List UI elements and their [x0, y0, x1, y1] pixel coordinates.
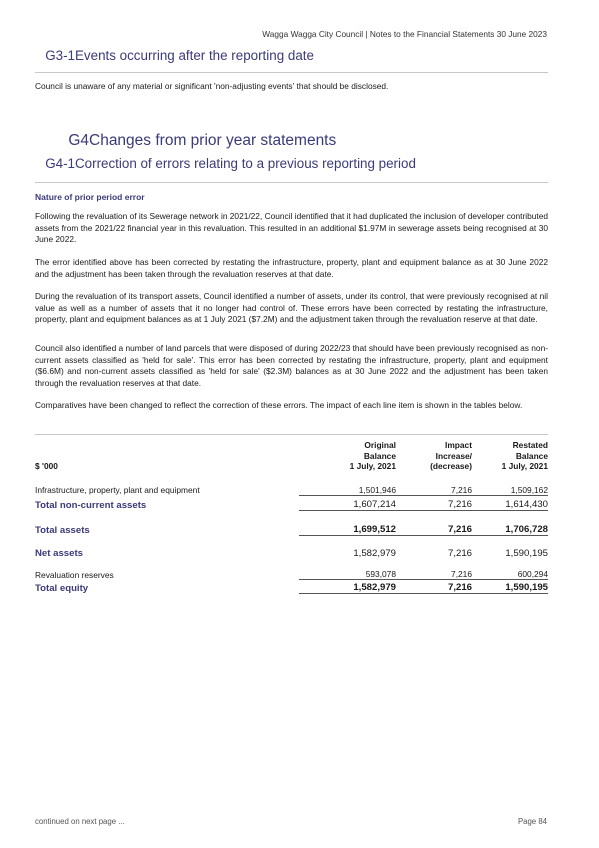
cell: 600,294	[517, 569, 548, 580]
divider	[35, 182, 548, 183]
page-number: Page 84	[517, 817, 547, 826]
section-title: Correction of errors relating to a previous reporting period	[75, 156, 416, 171]
continued-note: continued on next page ...	[35, 817, 125, 826]
cell: 1,706,728	[472, 511, 548, 536]
row-label: Total equity	[35, 582, 89, 594]
row-label: Infrastructure, property, plant and equipment	[35, 484, 200, 495]
paragraph: Following the revaluation of its Sewerage network in 2021/22, Council identified that it had duplicated the inclusion of developer contributed assets from the 2021/22 financial year in this revaluation. This resulted in an additional $1.97M in sewerage assets being recognised at 30 June 2022.	[35, 211, 548, 245]
table-top-rule	[35, 434, 548, 435]
cell: 1,607,214	[299, 496, 396, 511]
section-g4-heading	[35, 132, 336, 150]
correction-table	[35, 440, 548, 594]
row-label: Total assets	[35, 524, 90, 536]
section-title: Changes from prior year statements	[89, 132, 337, 149]
cell: 7,216	[396, 580, 472, 594]
row-label: Revaluation reserves	[35, 569, 114, 580]
section-number: G4	[68, 132, 89, 149]
table-row	[35, 559, 548, 580]
cell: 1,590,195	[472, 580, 548, 594]
cell: 1,699,512	[299, 511, 396, 536]
cell: 7,216	[396, 511, 472, 536]
col-header-impact: Impact Increase/ (decrease)	[430, 440, 472, 472]
section-number: G3-1	[45, 48, 75, 63]
nature-heading: Nature of prior period error	[35, 192, 145, 202]
g3-1-text: Council is unaware of any material or significant 'non-adjusting events' that should be disclosed.	[35, 81, 389, 91]
cell: 1,590,195	[472, 536, 548, 559]
paragraph: Council also identified a number of land parcels that were disposed of during 2022/23 that should have been previously recognised as non-current assets classified as 'held for sale'. This error has been corrected by restating the infrastructure, property, plant and equipment ($6.6M) and non-current assets classified as 'held for sale' ($2.3M) balances as at 30 June 2022 and the adjustment has been taken through the revaluation reserves at that date.	[35, 343, 548, 388]
cell: 1,582,979	[299, 536, 396, 559]
table-row	[35, 496, 548, 511]
paragraph: During the revaluation of its transport assets, Council identified a number of assets, under its control, that were previously recognised at nil value as well as a number of assets that it no longer had control of. These errors have been corrected by restating the infrastructure, property, plant and equipment balances as at 1 July 2021 ($7.2M) and the adjustment taken through the revaluation reserve at that date.	[35, 291, 548, 325]
cell: 1,582,979	[299, 580, 396, 594]
cell: 1,501,946	[358, 485, 396, 496]
cell: 7,216	[451, 569, 472, 580]
col-header-restated: Restated Balance 1 July, 2021	[501, 440, 548, 472]
section-g4-1-heading	[35, 156, 416, 171]
page-header: Wagga Wagga City Council | Notes to the Financial Statements 30 June 2023	[262, 29, 547, 39]
col-header-original: Original Balance 1 July, 2021	[349, 440, 396, 472]
section-title: Events occurring after the reporting date	[75, 48, 314, 63]
paragraph: Comparatives have been changed to reflect the correction of these errors. The impact of each line item is shown in the tables below.	[35, 400, 523, 410]
cell: 7,216	[396, 536, 472, 559]
cell: 1,509,162	[510, 485, 548, 496]
table-row	[35, 511, 548, 536]
row-label: Total non-current assets	[35, 499, 147, 511]
cell: 593,078	[365, 569, 396, 580]
table-header-row	[35, 440, 548, 472]
cell: 1,614,430	[472, 496, 548, 511]
cell: 7,216	[396, 496, 472, 511]
divider	[35, 72, 548, 73]
table-row	[35, 580, 548, 594]
paragraph: The error identified above has been corrected by restating the infrastructure, property, plant and equipment balance as at 30 June 2022 and the adjustment has been taken through the revaluation reserves at that date.	[35, 257, 548, 279]
section-g3-1-heading	[35, 48, 314, 63]
section-number: G4-1	[45, 156, 75, 171]
table-row	[35, 536, 548, 559]
table-row	[35, 472, 548, 496]
cell: 7,216	[451, 485, 472, 496]
unit-label: $ '000	[35, 460, 58, 471]
row-label: Net assets	[35, 547, 83, 559]
